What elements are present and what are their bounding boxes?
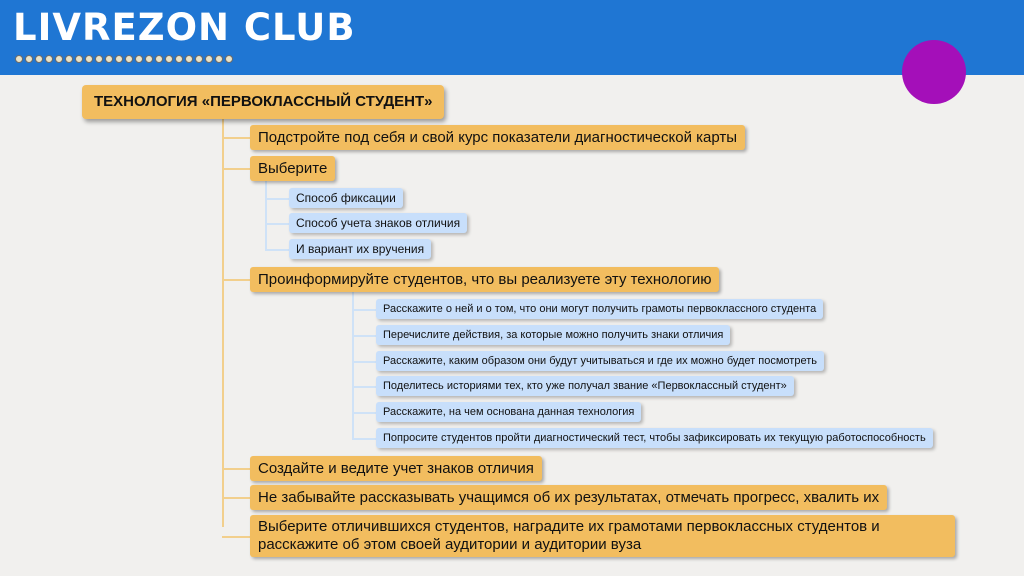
step-choose: Выберите xyxy=(250,156,335,181)
decorative-circle xyxy=(902,40,966,104)
step-track-badges: Создайте и ведите учет знаков отличия xyxy=(250,456,542,481)
step-inform-students: Проинформируйте студентов, что вы реализуете эту технологию xyxy=(250,267,719,292)
choose-option-award: И вариант их вручения xyxy=(289,239,431,259)
inform-tip-4: Поделитесь историями тех, кто уже получал звание «Первоклассный студент» xyxy=(376,376,794,396)
inform-connector xyxy=(352,292,354,439)
root-connector xyxy=(222,119,224,527)
inform-tip-5: Расскажите, на чем основана данная технология xyxy=(376,402,641,422)
step-reward-students: Выберите отличившихся студентов, наградите их грамотами первоклассных студентов и расскажите об этом своей аудитории и аудитории вуза xyxy=(250,515,955,557)
inform-tip-6: Попросите студентов пройти диагностический тест, чтобы зафиксировать их текущую работоспособность xyxy=(376,428,933,448)
choose-option-tracking: Способ учета знаков отличия xyxy=(289,213,467,233)
brand-icon-strip xyxy=(15,55,233,63)
step-customize-card: Подстройте под себя и свой курс показатели диагностической карты xyxy=(250,125,745,150)
inform-tip-1: Расскажите о ней и о том, что они могут получить грамоты первоклассного студента xyxy=(376,299,823,319)
choose-connector xyxy=(265,181,267,251)
step-share-results: Не забывайте рассказывать учащимся об их результатах, отмечать прогресс, хвалить их xyxy=(250,485,887,510)
brand-logo: LIVREZON CLUB xyxy=(13,6,356,49)
root-node: ТЕХНОЛОГИЯ «ПЕРВОКЛАССНЫЙ СТУДЕНТ» xyxy=(82,85,444,119)
choose-option-fixation: Способ фиксации xyxy=(289,188,403,208)
inform-tip-2: Перечислите действия, за которые можно получить знаки отличия xyxy=(376,325,730,345)
inform-tip-3: Расскажите, каким образом они будут учитываться и где их можно будет посмотреть xyxy=(376,351,824,371)
header-bar xyxy=(0,0,1024,75)
